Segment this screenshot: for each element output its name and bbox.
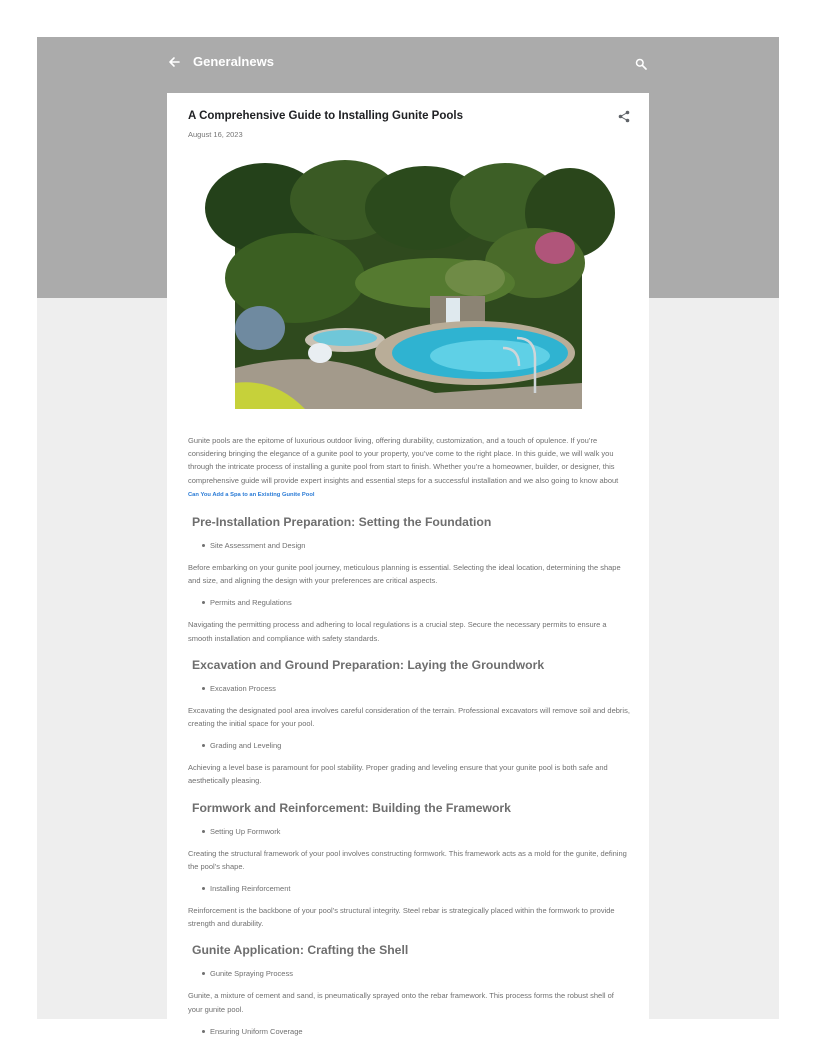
section-paragraph: Gunite, a mixture of cement and sand, is pneumatically sprayed onto the rebar framework. This process forms the robust shell of your gunite pool. bbox=[188, 991, 614, 1014]
section-paragraph: Achieving a level base is paramount for pool stability. Proper grading and leveling ensure that your gunite pool is both safe and aesthetically pleasing. bbox=[188, 763, 608, 786]
search-icon[interactable] bbox=[635, 57, 647, 69]
section-heading: Pre-Installation Preparation: Setting the Foundation bbox=[192, 515, 492, 530]
section-paragraph: Excavating the designated pool area involves careful consideration of the terrain. Professional excavators will remove soil and debris, creating the initial space for your pool. bbox=[188, 705, 630, 729]
spa-article-link[interactable]: Can You Add a Spa to an Existing Gunite Pool bbox=[188, 491, 315, 498]
list-item: Excavation Process bbox=[202, 682, 630, 695]
article-body bbox=[188, 434, 630, 1047]
list-item: Site Assessment and Design bbox=[202, 539, 630, 552]
section-paragraph: Navigating the permitting process and adhering to local regulations is a crucial step. Secure the necessary permits to ensure a smooth installation and compliance with safety standards. bbox=[188, 620, 607, 643]
list-item: Setting Up Formwork bbox=[202, 825, 630, 838]
section-heading: Formwork and Reinforcement: Building the Framework bbox=[192, 800, 511, 815]
post-date: August 16, 2023 bbox=[188, 130, 243, 139]
section-paragraph: Reinforcement is the backbone of your pool’s structural integrity. Steel rebar is strategically placed within the formwork to provide strength and durability. bbox=[188, 906, 615, 929]
list-item: Installing Reinforcement bbox=[202, 882, 630, 895]
post-card bbox=[167, 93, 649, 1036]
list-item: Permits and Regulations bbox=[202, 596, 630, 609]
arrow-left-icon[interactable] bbox=[167, 55, 181, 69]
share-icon[interactable] bbox=[618, 110, 630, 123]
post-header bbox=[188, 109, 630, 139]
top-bar bbox=[167, 49, 649, 77]
post-title: A Comprehensive Guide to Installing Gunite Pools bbox=[188, 110, 463, 122]
site-title[interactable]: Generalnews bbox=[193, 54, 274, 69]
intro-paragraph bbox=[188, 434, 630, 502]
hero-image bbox=[235, 178, 582, 409]
section-paragraph: Before embarking on your gunite pool journey, meticulous planning is essential. Selecting the ideal location, determining the shape and size, and aligning the design with your preferences are critical aspects. bbox=[188, 563, 621, 586]
list-item: Ensuring Uniform Coverage bbox=[202, 1025, 630, 1038]
list-item: Gunite Spraying Process bbox=[202, 967, 630, 980]
page-frame bbox=[37, 37, 779, 1036]
list-item: Grading and Leveling bbox=[202, 739, 630, 752]
section-heading: Gunite Application: Crafting the Shell bbox=[192, 943, 409, 958]
section-paragraph: Creating the structural framework of your pool involves constructing formwork. This framework acts as a mold for the gunite, defining the pool’s shape. bbox=[188, 848, 627, 871]
intro-text: Gunite pools are the epitome of luxurious outdoor living, offering durability, customization, and a touch of opulence. If you’re considering bringing the elegance of a gunite pool to your property, you’ve come to the right place. In this guide, we will walk you through the intricate process of installing a gunite pool from start to finish. Whether you’re a homeowner, builder, or designer, this comprehensive guide will provide expert insights and essential steps for a successful installation and we also going to know about bbox=[188, 436, 619, 485]
section-heading: Excavation and Ground Preparation: Laying the Groundwork bbox=[192, 657, 545, 672]
